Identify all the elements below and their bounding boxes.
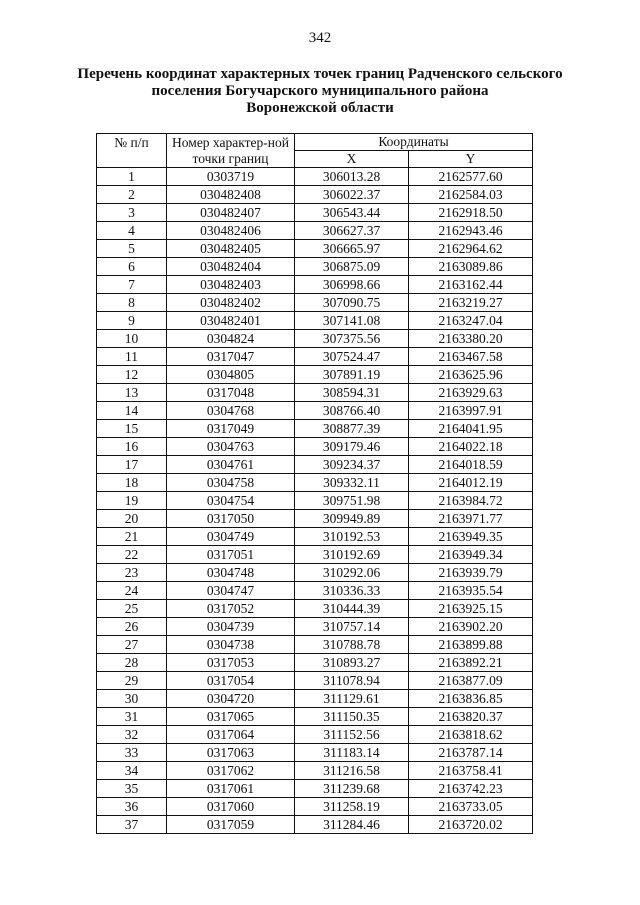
cell-row-number: 3 [97, 204, 167, 222]
cell-x: 307090.75 [295, 294, 409, 312]
cell-x: 307141.08 [295, 312, 409, 330]
cell-row-number: 33 [97, 744, 167, 762]
cell-point-number: 0304758 [167, 474, 295, 492]
cell-x: 310192.69 [295, 546, 409, 564]
cell-x: 309751.98 [295, 492, 409, 510]
cell-y: 2163467.58 [409, 348, 533, 366]
cell-point-number: 0317061 [167, 780, 295, 798]
cell-y: 2163997.91 [409, 402, 533, 420]
cell-x: 306627.37 [295, 222, 409, 240]
cell-y: 2164041.95 [409, 420, 533, 438]
cell-y: 2163935.54 [409, 582, 533, 600]
cell-x: 307375.56 [295, 330, 409, 348]
cell-point-number: 030482403 [167, 276, 295, 294]
cell-x: 306013.28 [295, 168, 409, 186]
cell-y: 2163984.72 [409, 492, 533, 510]
cell-y: 2163949.34 [409, 546, 533, 564]
cell-x: 310336.33 [295, 582, 409, 600]
cell-x: 310292.06 [295, 564, 409, 582]
cell-row-number: 15 [97, 420, 167, 438]
cell-row-number: 14 [97, 402, 167, 420]
table-row [97, 456, 533, 474]
cell-x: 306998.66 [295, 276, 409, 294]
cell-x: 310757.14 [295, 618, 409, 636]
cell-x: 311284.46 [295, 816, 409, 834]
header-x: X [295, 151, 409, 168]
table-row [97, 168, 533, 186]
cell-point-number: 0304748 [167, 564, 295, 582]
document-title [40, 66, 600, 117]
cell-point-number: 030482408 [167, 186, 295, 204]
cell-x: 310192.53 [295, 528, 409, 546]
cell-point-number: 0304749 [167, 528, 295, 546]
table-row [97, 240, 533, 258]
cell-x: 308594.31 [295, 384, 409, 402]
cell-row-number: 29 [97, 672, 167, 690]
cell-row-number: 5 [97, 240, 167, 258]
cell-point-number: 030482402 [167, 294, 295, 312]
cell-y: 2163787.14 [409, 744, 533, 762]
cell-x: 308766.40 [295, 402, 409, 420]
cell-row-number: 4 [97, 222, 167, 240]
cell-x: 310788.78 [295, 636, 409, 654]
cell-point-number: 0317050 [167, 510, 295, 528]
cell-point-number: 030482401 [167, 312, 295, 330]
header-coordinates: Координаты [295, 134, 533, 151]
cell-y: 2163733.05 [409, 798, 533, 816]
cell-row-number: 21 [97, 528, 167, 546]
table-body [97, 168, 533, 834]
cell-point-number: 0317048 [167, 384, 295, 402]
cell-point-number: 0317047 [167, 348, 295, 366]
cell-y: 2163929.63 [409, 384, 533, 402]
cell-point-number: 030482404 [167, 258, 295, 276]
cell-row-number: 22 [97, 546, 167, 564]
table-row [97, 258, 533, 276]
table-row [97, 348, 533, 366]
table-row [97, 528, 533, 546]
cell-y: 2163877.09 [409, 672, 533, 690]
cell-row-number: 9 [97, 312, 167, 330]
header-point-number: Номер характер-ной точки границ [167, 134, 295, 168]
cell-row-number: 19 [97, 492, 167, 510]
cell-row-number: 32 [97, 726, 167, 744]
cell-x: 310444.39 [295, 600, 409, 618]
cell-x: 309949.89 [295, 510, 409, 528]
cell-point-number: 0317065 [167, 708, 295, 726]
table-row [97, 618, 533, 636]
cell-point-number: 0317060 [167, 798, 295, 816]
cell-y: 2163899.88 [409, 636, 533, 654]
cell-y: 2163742.23 [409, 780, 533, 798]
cell-row-number: 27 [97, 636, 167, 654]
cell-row-number: 23 [97, 564, 167, 582]
cell-row-number: 35 [97, 780, 167, 798]
cell-y: 2163892.21 [409, 654, 533, 672]
cell-y: 2163949.35 [409, 528, 533, 546]
table-row [97, 708, 533, 726]
cell-point-number: 030482406 [167, 222, 295, 240]
cell-point-number: 030482405 [167, 240, 295, 258]
title-line-2: поселения Богучарского муниципального района [151, 83, 489, 99]
table-row [97, 420, 533, 438]
cell-row-number: 6 [97, 258, 167, 276]
table-row [97, 384, 533, 402]
cell-point-number: 0303719 [167, 168, 295, 186]
cell-row-number: 7 [97, 276, 167, 294]
table-row [97, 762, 533, 780]
cell-x: 306875.09 [295, 258, 409, 276]
cell-x: 311150.35 [295, 708, 409, 726]
cell-y: 2162577.60 [409, 168, 533, 186]
cell-row-number: 37 [97, 816, 167, 834]
title-line-1: Перечень координат характерных точек границ Радченского сельского [77, 66, 563, 82]
cell-x: 308877.39 [295, 420, 409, 438]
table-row [97, 654, 533, 672]
cell-row-number: 28 [97, 654, 167, 672]
cell-x: 306543.44 [295, 204, 409, 222]
table-row [97, 744, 533, 762]
cell-x: 311078.94 [295, 672, 409, 690]
table-row [97, 276, 533, 294]
cell-x: 307891.19 [295, 366, 409, 384]
cell-point-number: 0304768 [167, 402, 295, 420]
cell-point-number: 0317059 [167, 816, 295, 834]
cell-x: 309332.11 [295, 474, 409, 492]
cell-x: 306022.37 [295, 186, 409, 204]
table-row [97, 366, 533, 384]
cell-point-number: 0317064 [167, 726, 295, 744]
cell-y: 2164018.59 [409, 456, 533, 474]
cell-point-number: 0304761 [167, 456, 295, 474]
cell-y: 2163247.04 [409, 312, 533, 330]
cell-point-number: 0317063 [167, 744, 295, 762]
cell-point-number: 030482407 [167, 204, 295, 222]
table-row [97, 492, 533, 510]
table-row [97, 186, 533, 204]
cell-x: 306665.97 [295, 240, 409, 258]
header-y: Y [409, 151, 533, 168]
cell-x: 307524.47 [295, 348, 409, 366]
cell-row-number: 11 [97, 348, 167, 366]
table-row [97, 636, 533, 654]
cell-x: 311129.61 [295, 690, 409, 708]
table-row [97, 330, 533, 348]
cell-row-number: 31 [97, 708, 167, 726]
table-row [97, 690, 533, 708]
cell-y: 2163380.20 [409, 330, 533, 348]
table-row [97, 726, 533, 744]
cell-y: 2163902.20 [409, 618, 533, 636]
cell-y: 2162918.50 [409, 204, 533, 222]
cell-point-number: 0317054 [167, 672, 295, 690]
cell-y: 2164012.19 [409, 474, 533, 492]
cell-y: 2162943.46 [409, 222, 533, 240]
cell-row-number: 2 [97, 186, 167, 204]
cell-x: 309234.37 [295, 456, 409, 474]
table-row [97, 600, 533, 618]
cell-point-number: 0304805 [167, 366, 295, 384]
cell-point-number: 0317049 [167, 420, 295, 438]
cell-y: 2163939.79 [409, 564, 533, 582]
page-number: 342 [308, 30, 332, 46]
cell-y: 2163162.44 [409, 276, 533, 294]
table-row [97, 798, 533, 816]
table-row [97, 438, 533, 456]
cell-row-number: 24 [97, 582, 167, 600]
cell-x: 311152.56 [295, 726, 409, 744]
cell-row-number: 36 [97, 798, 167, 816]
cell-row-number: 1 [97, 168, 167, 186]
cell-row-number: 30 [97, 690, 167, 708]
cell-row-number: 13 [97, 384, 167, 402]
cell-point-number: 0304754 [167, 492, 295, 510]
cell-y: 2163219.27 [409, 294, 533, 312]
cell-y: 2163820.37 [409, 708, 533, 726]
table-row [97, 474, 533, 492]
cell-row-number: 25 [97, 600, 167, 618]
cell-point-number: 0317052 [167, 600, 295, 618]
cell-x: 310893.27 [295, 654, 409, 672]
coordinates-table [96, 133, 533, 834]
table-row [97, 582, 533, 600]
cell-x: 309179.46 [295, 438, 409, 456]
cell-x: 311216.58 [295, 762, 409, 780]
title-line-3: Воронежской области [246, 100, 394, 116]
table-row [97, 204, 533, 222]
cell-point-number: 0317053 [167, 654, 295, 672]
table-row [97, 780, 533, 798]
cell-y: 2163971.77 [409, 510, 533, 528]
cell-point-number: 0317062 [167, 762, 295, 780]
table-row [97, 222, 533, 240]
cell-row-number: 12 [97, 366, 167, 384]
cell-row-number: 16 [97, 438, 167, 456]
cell-row-number: 18 [97, 474, 167, 492]
cell-y: 2163720.02 [409, 816, 533, 834]
cell-y: 2162584.03 [409, 186, 533, 204]
cell-x: 311258.19 [295, 798, 409, 816]
cell-y: 2163818.62 [409, 726, 533, 744]
table-row [97, 312, 533, 330]
table-header [97, 134, 533, 168]
table-row [97, 564, 533, 582]
table-row [97, 294, 533, 312]
cell-row-number: 26 [97, 618, 167, 636]
table-row [97, 402, 533, 420]
cell-row-number: 17 [97, 456, 167, 474]
cell-y: 2163836.85 [409, 690, 533, 708]
cell-point-number: 0304747 [167, 582, 295, 600]
cell-x: 311183.14 [295, 744, 409, 762]
cell-point-number: 0304739 [167, 618, 295, 636]
cell-row-number: 8 [97, 294, 167, 312]
cell-y: 2163758.41 [409, 762, 533, 780]
cell-point-number: 0304720 [167, 690, 295, 708]
cell-y: 2164022.18 [409, 438, 533, 456]
table-row [97, 816, 533, 834]
table-row [97, 546, 533, 564]
cell-y: 2162964.62 [409, 240, 533, 258]
cell-point-number: 0304763 [167, 438, 295, 456]
cell-point-number: 0304824 [167, 330, 295, 348]
header-row-number: № п/п [97, 134, 167, 168]
cell-x: 311239.68 [295, 780, 409, 798]
table-row [97, 510, 533, 528]
cell-row-number: 10 [97, 330, 167, 348]
cell-row-number: 20 [97, 510, 167, 528]
cell-y: 2163089.86 [409, 258, 533, 276]
cell-row-number: 34 [97, 762, 167, 780]
cell-point-number: 0304738 [167, 636, 295, 654]
table-row [97, 672, 533, 690]
cell-y: 2163925.15 [409, 600, 533, 618]
cell-y: 2163625.96 [409, 366, 533, 384]
cell-point-number: 0317051 [167, 546, 295, 564]
